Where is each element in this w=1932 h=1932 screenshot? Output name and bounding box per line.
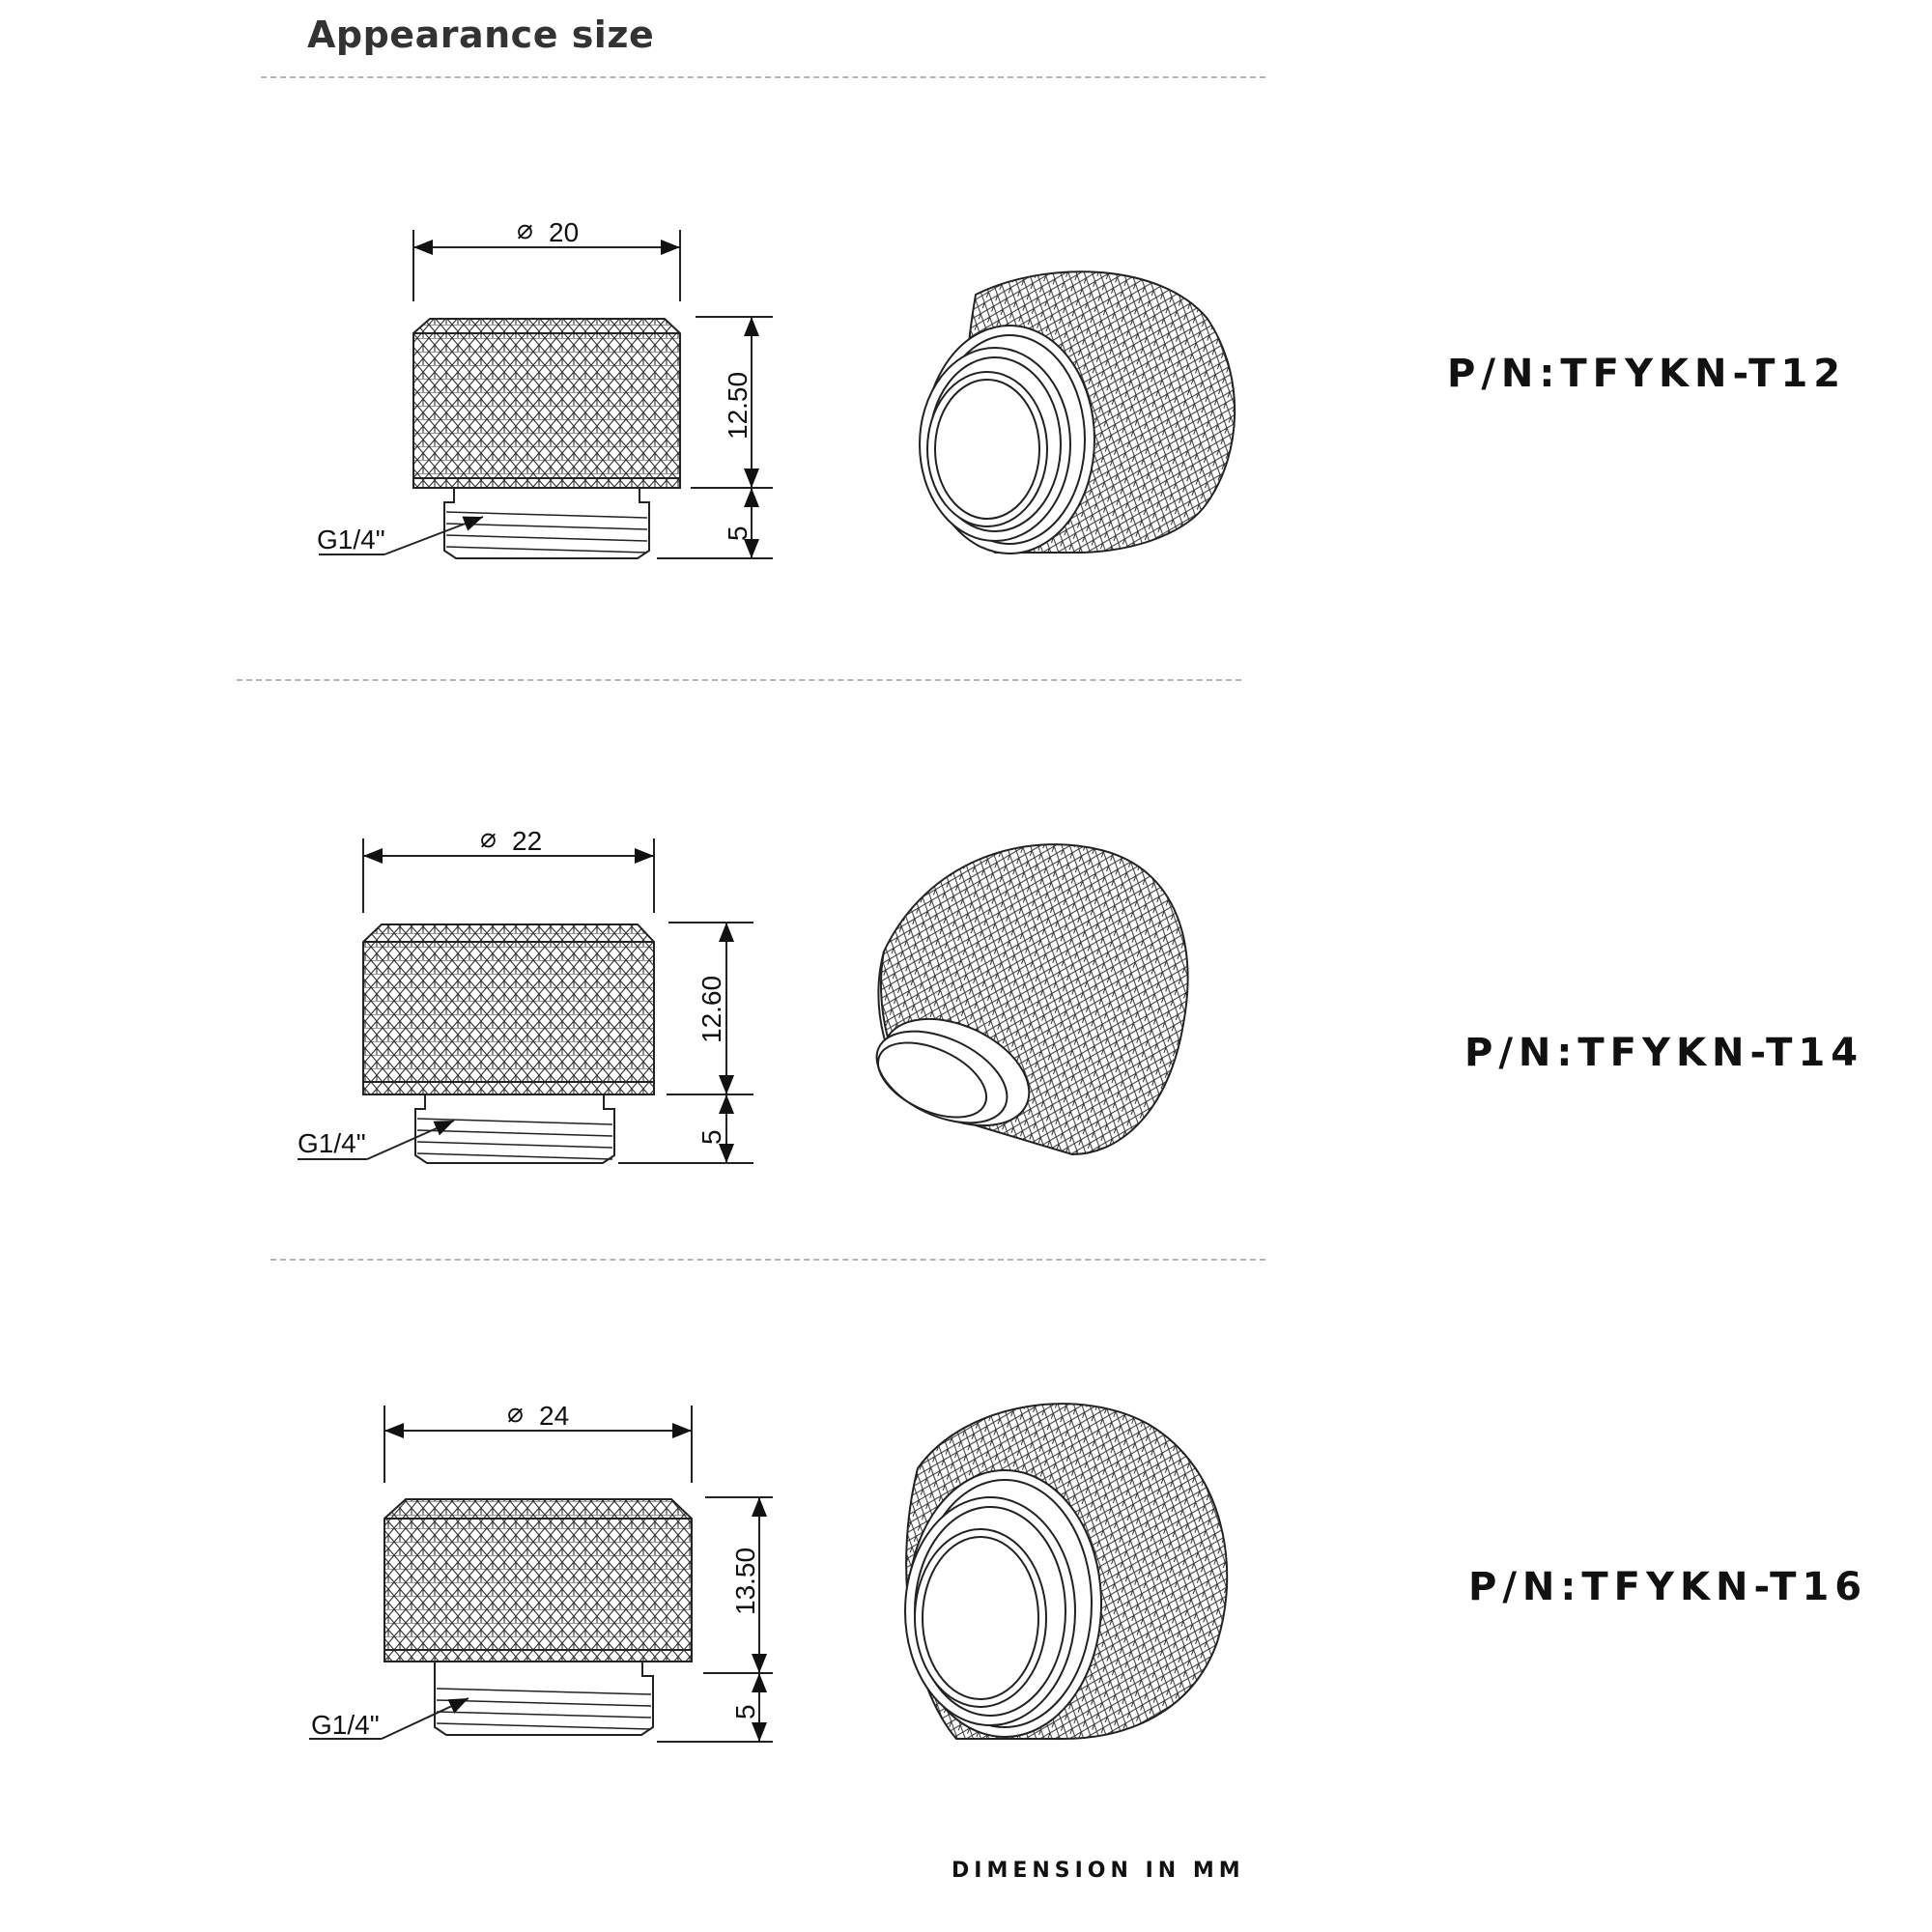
diameter-symbol-icon: ⌀ (517, 213, 533, 245)
diameter-label: 20 (549, 217, 580, 247)
thread-length-label: 5 (723, 526, 753, 541)
part-number: P/N:TFYKN-T14 (1464, 1031, 1864, 1075)
dimension-note: DIMENSION IN MM (952, 1859, 1245, 1883)
height-label: 13.50 (730, 1547, 760, 1615)
thread-label: G1/4" (298, 1128, 366, 1158)
thread-length-label: 5 (696, 1129, 726, 1145)
thread-label: G1/4" (311, 1710, 380, 1740)
diameter-label: 24 (539, 1401, 570, 1431)
part-number: P/N:TFYKN-T16 (1468, 1565, 1868, 1609)
part-number: P/N:TFYKN-T12 (1447, 352, 1847, 396)
thread-length-label: 5 (730, 1704, 760, 1719)
height-label: 12.60 (696, 975, 726, 1043)
diameter-symbol-icon: ⌀ (480, 822, 497, 854)
diameter-label: 22 (512, 826, 543, 856)
thread-label: G1/4" (317, 525, 385, 554)
perspective-view (905, 1404, 1227, 1739)
diameter-symbol-icon: ⌀ (507, 1397, 524, 1429)
height-label: 12.50 (723, 371, 753, 440)
page-title: Appearance size (307, 14, 655, 56)
orthographic-view (309, 1406, 773, 1742)
